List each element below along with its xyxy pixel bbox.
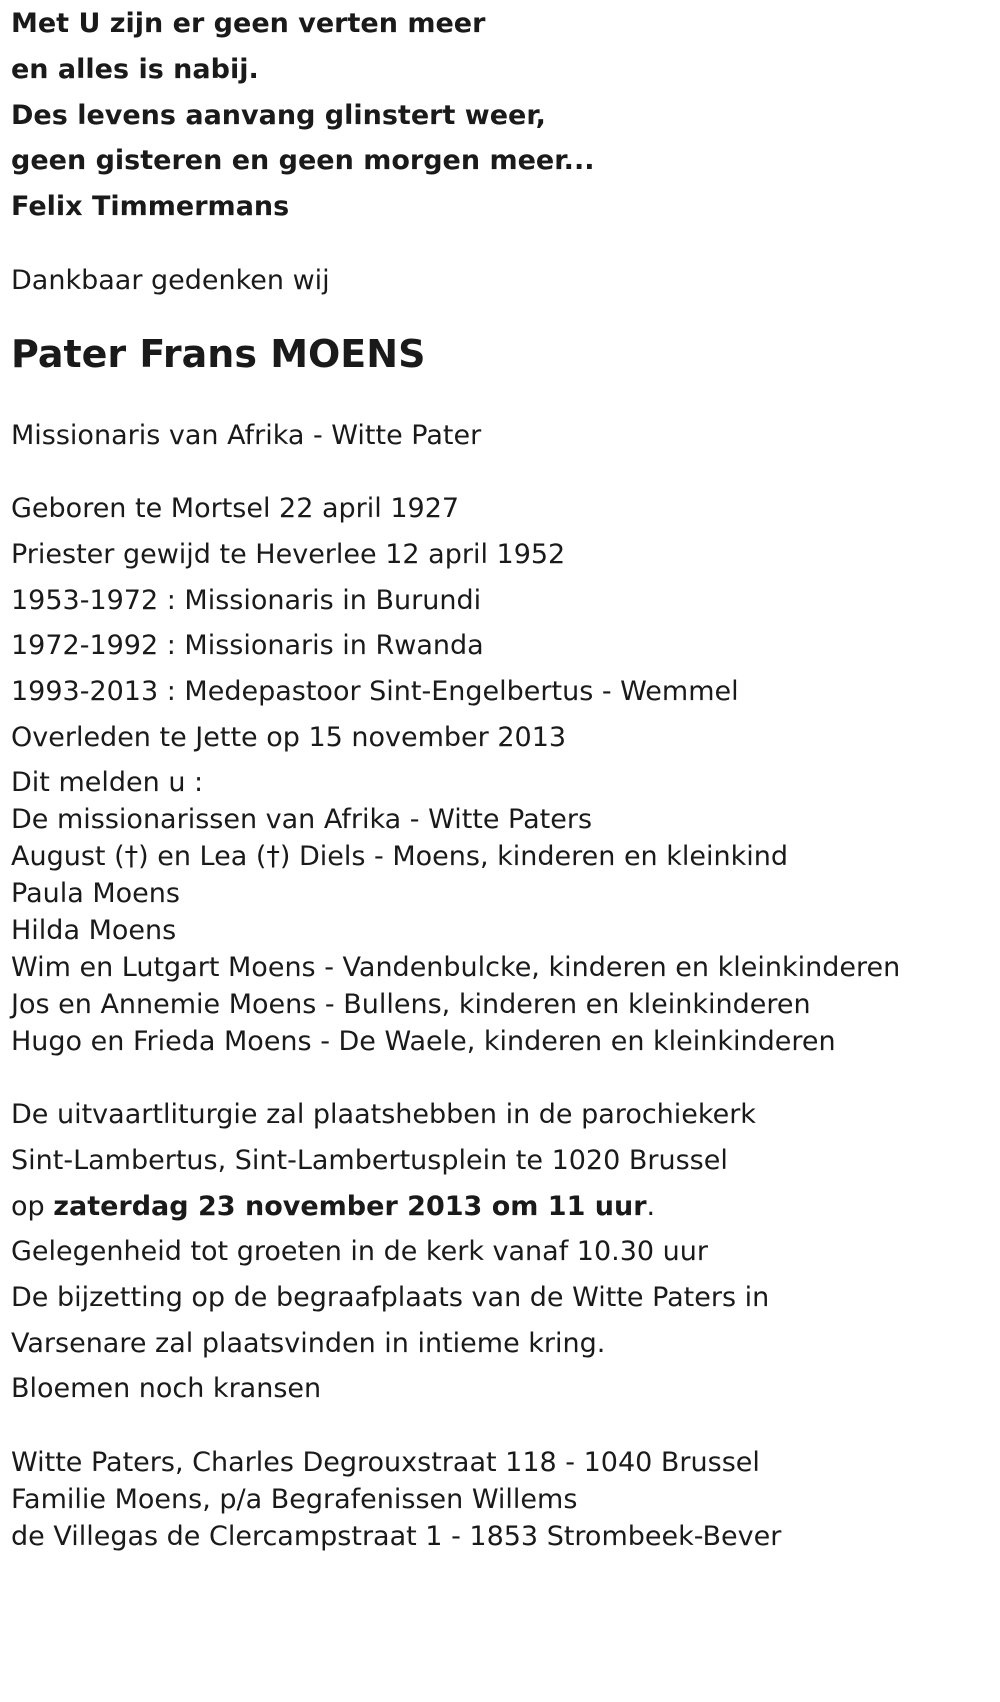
funeral-date-prefix: op xyxy=(11,1191,45,1222)
announcer-item: Paula Moens xyxy=(11,878,180,909)
poem-line: Met U zijn er geen verten meer xyxy=(11,8,486,39)
address-line: de Villegas de Clercampstraat 1 - 1853 Strombeek-Bever xyxy=(11,1521,782,1552)
announcer-item: De missionarissen van Afrika - Witte Paters xyxy=(11,804,593,835)
poem-line: en alles is nabij. xyxy=(11,54,259,85)
poem-line: geen gisteren en geen morgen meer... xyxy=(11,145,595,176)
funeral-date-suffix: . xyxy=(646,1191,656,1222)
announcer-item: Hugo en Frieda Moens - De Waele, kinderen en kleinkinderen xyxy=(11,1026,836,1057)
bio-line: 1953-1972 : Missionaris in Burundi xyxy=(11,585,482,616)
announcer-item: Jos en Annemie Moens - Bullens, kinderen en kleinkinderen xyxy=(11,989,811,1020)
funeral-line: Gelegenheid tot groeten in de kerk vanaf 10.30 uur xyxy=(11,1236,709,1267)
intro-text: Dankbaar gedenken wij xyxy=(11,265,330,296)
bio-line: Overleden te Jette op 15 november 2013 xyxy=(11,722,567,753)
announcer-item: Wim en Lutgart Moens - Vandenbulcke, kinderen en kleinkinderen xyxy=(11,952,901,983)
bio-line: Geboren te Mortsel 22 april 1927 xyxy=(11,493,460,524)
address-line: Familie Moens, p/a Begrafenissen Willems xyxy=(11,1484,578,1515)
funeral-date-line xyxy=(11,1189,655,1225)
bio-line: 1993-2013 : Medepastoor Sint-Engelbertus - Wemmel xyxy=(11,676,739,707)
funeral-line: Varsenare zal plaatsvinden in intieme kring. xyxy=(11,1328,606,1359)
funeral-date: zaterdag 23 november 2013 om 11 uur xyxy=(53,1191,647,1222)
funeral-line: Bloemen noch kransen xyxy=(11,1373,322,1404)
funeral-line: De uitvaartliturgie zal plaatshebben in de parochiekerk xyxy=(11,1099,756,1130)
announcer-item: August (†) en Lea (†) Diels - Moens, kinderen en kleinkind xyxy=(11,841,789,872)
bio-line: 1972-1992 : Missionaris in Rwanda xyxy=(11,630,484,661)
deceased-name: Pater Frans MOENS xyxy=(11,332,426,376)
funeral-line: Sint-Lambertus, Sint-Lambertusplein te 1020 Brussel xyxy=(11,1145,728,1176)
bio-line: Priester gewijd te Heverlee 12 april 1952 xyxy=(11,539,566,570)
announcer-item: Hilda Moens xyxy=(11,915,177,946)
address-line: Witte Paters, Charles Degrouxstraat 118 - 1040 Brussel xyxy=(11,1447,760,1478)
announcers-intro: Dit melden u : xyxy=(11,767,204,798)
poem-line: Des levens aanvang glinstert weer, xyxy=(11,100,546,131)
funeral-line: De bijzetting op de begraafplaats van de Witte Paters in xyxy=(11,1282,770,1313)
poem-author: Felix Timmermans xyxy=(11,191,290,222)
deceased-role: Missionaris van Afrika - Witte Pater xyxy=(11,420,482,451)
